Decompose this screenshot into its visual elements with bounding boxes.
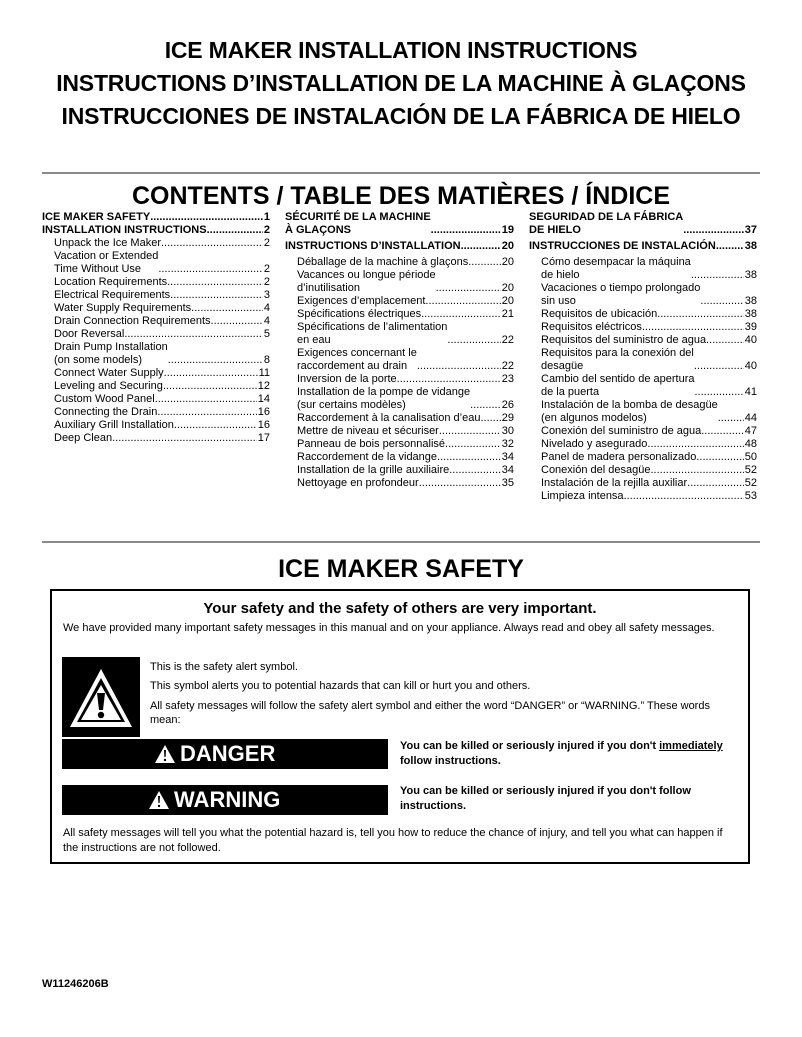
toc-entry-label: Location Requirements (54, 276, 168, 288)
toc-entry-label: Déballage de la machine à glaçons (297, 256, 469, 268)
danger-sign (62, 739, 388, 769)
toc-entry (285, 451, 514, 464)
toc-leader-dots (657, 308, 744, 321)
toc-entry-page: 26 (501, 399, 514, 411)
toc-entry (42, 302, 270, 315)
toc-leader-dots (211, 315, 263, 328)
toc-entry (529, 451, 757, 464)
toc-entry-page: 5 (263, 328, 270, 340)
toc-entry (529, 438, 757, 451)
toc-entry-page: 41 (744, 386, 757, 398)
warning-label: WARNING (174, 787, 281, 812)
warning-description: You can be killed or seriously injured if you don't follow instructions. (400, 785, 691, 812)
toc-entry-page: 16 (257, 406, 270, 418)
toc-entry-label: Installation de la pompe de vidange (sur certains modèles) (297, 386, 471, 411)
toc-entry (285, 347, 514, 373)
toc-entry-label: Raccordement à la canalisation d’eau (297, 412, 481, 424)
toc-entry (285, 256, 514, 269)
toc-entry-page: 20 (501, 295, 514, 307)
toc-entry-label: Electrical Requirements (54, 289, 171, 301)
toc-entry-page: 3 (263, 289, 270, 301)
toc-entry-label: INSTALLATION INSTRUCTIONS (42, 224, 207, 236)
toc-entry-page: 34 (501, 464, 514, 476)
toc-leader-dots (150, 211, 263, 224)
toc-entry (285, 438, 514, 451)
toc-leader-dots (417, 360, 501, 373)
toc-entry (42, 367, 270, 380)
toc-entry (285, 240, 514, 253)
toc-leader-dots (155, 393, 257, 406)
toc-entry-page: 50 (744, 451, 757, 463)
toc-leader-dots (694, 386, 743, 399)
toc-leader-dots (470, 399, 501, 412)
toc-entry-label: Limpieza intensa (541, 490, 624, 502)
toc-leader-dots (174, 419, 257, 432)
title-fr: INSTRUCTIONS D’INSTALLATION DE LA MACHINE À GLAÇONS (56, 70, 746, 96)
toc-entry (285, 373, 514, 386)
warning-sign (62, 785, 388, 815)
toc-entry (42, 315, 270, 328)
toc-entry (529, 373, 757, 399)
toc-entry (42, 393, 270, 406)
toc-leader-dots (700, 295, 743, 308)
toc-entry-label: Panel de madera personalizado (541, 451, 697, 463)
toc-entry-label: ICE MAKER SAFETY (42, 211, 151, 223)
toc-entry-page: 19 (501, 224, 514, 236)
toc-entry-label: Requisitos eléctricos (541, 321, 642, 333)
document-number: W11246206B (42, 978, 109, 990)
toc-leader-dots (718, 412, 744, 425)
toc-entry-label: Leveling and Securing (54, 380, 163, 392)
danger-description: You can be killed or seriously injured if you don't immediately follow instructions. (400, 740, 723, 767)
toc-entry-page: 20 (501, 282, 514, 294)
toc-entry-page: 37 (744, 224, 757, 236)
toc-entry-page: 2 (263, 224, 270, 236)
toc-entry-label: Conexión del desagüe (541, 464, 651, 476)
safety-alert-triangle-icon (62, 657, 140, 737)
toc-entry-label: Connecting the Drain (54, 406, 158, 418)
toc-leader-dots (425, 295, 500, 308)
toc-entry-page: 47 (744, 425, 757, 437)
toc-entry-label: Drain Connection Requirements (54, 315, 211, 327)
toc-entry-label: Custom Wood Panel (54, 393, 155, 405)
toc-entry-label: Spécifications électriques (297, 308, 422, 320)
toc-entry-label: INSTRUCTIONS D’INSTALLATION (285, 240, 461, 252)
toc-entry-page: 52 (744, 477, 757, 489)
toc-leader-dots (439, 425, 501, 438)
toc-entry-label: Panneau de bois personnalisé (297, 438, 446, 450)
toc-entry-page: 52 (744, 464, 757, 476)
toc-leader-dots (480, 412, 500, 425)
toc-entry (285, 211, 514, 237)
toc-entry-label: Raccordement de la vidange (297, 451, 438, 463)
toc-leader-dots (397, 373, 501, 386)
toc-entry (529, 282, 757, 308)
toc-entry-label: Installation de la grille auxiliaire (297, 464, 450, 476)
toc-leader-dots (436, 282, 501, 295)
toc-entry-page: 38 (744, 295, 757, 307)
safety-box (50, 589, 750, 864)
toc-entry (285, 308, 514, 321)
toc-entry-page: 2 (263, 263, 270, 275)
toc-entry-label: Instalación de la bomba de desagüe (en algunos modelos) (541, 399, 718, 424)
toc-leader-dots (170, 289, 263, 302)
toc-leader-dots (161, 237, 263, 250)
toc-entry-page: 38 (744, 308, 757, 320)
toc-entry-label: SÉCURITÉ DE LA MACHINE À GLAÇONS (285, 211, 431, 236)
toc-entry-label: Inversion de la porte (297, 373, 397, 385)
toc-leader-dots (468, 256, 501, 269)
toc-entry (285, 386, 514, 412)
toc-leader-dots (207, 224, 263, 237)
symbol-text-3: All safety messages will follow the safety alert symbol and either the word “DANGER” or “WARNING.” These words mean: (150, 700, 710, 726)
toc-entry (285, 269, 514, 295)
toc-entry (285, 295, 514, 308)
toc-french (285, 211, 514, 490)
toc-entry (529, 425, 757, 438)
toc-entry (42, 289, 270, 302)
toc-entry-label: Connect Water Supply (54, 367, 164, 379)
safety-box-heading: Your safety and the safety of others are very important. (203, 600, 597, 617)
toc-entry-label: Vacances ou longue période d’inutilisation (297, 269, 436, 294)
toc-entry (42, 211, 270, 224)
toc-entry-page: 21 (501, 308, 514, 320)
toc-entry-page: 8 (263, 354, 270, 366)
toc-entry-page: 20 (501, 256, 514, 268)
toc-entry-label: Auxiliary Grill Installation (54, 419, 174, 431)
toc-entry-page: 38 (744, 240, 757, 252)
toc-leader-dots (112, 432, 257, 445)
toc-leader-dots (461, 240, 501, 253)
toc-entry-label: Unpack the Ice Maker (54, 237, 161, 249)
toc-entry-page: 17 (257, 432, 270, 444)
toc-leader-dots (624, 490, 744, 503)
toc-leader-dots (445, 438, 501, 451)
toc-leader-dots (694, 360, 744, 373)
toc-leader-dots (647, 438, 743, 451)
toc-entry (529, 399, 757, 425)
toc-entry (42, 341, 270, 367)
toc-entry-label: Exigences concernant le raccordement au drain (297, 347, 417, 372)
toc-leader-dots (687, 477, 744, 490)
safety-footer: All safety messages will tell you what the potential hazard is, tell you how to reduce the chance of injury, and tell you what can happen if the instructions are not followed. (63, 827, 723, 854)
toc-leader-dots (431, 224, 501, 237)
toc-entry-label: Requisitos para la conexión del desagüe (541, 347, 694, 372)
toc-entry-page: 14 (257, 393, 270, 405)
danger-label: DANGER (180, 741, 276, 766)
toc-leader-dots (158, 263, 263, 276)
toc-spanish (529, 211, 757, 503)
divider-top (42, 172, 760, 174)
toc-entry-page: 53 (744, 490, 757, 502)
toc-leader-dots (691, 269, 744, 282)
safety-heading: ICE MAKER SAFETY (278, 555, 524, 583)
toc-entry-label: SEGURIDAD DE LA FÁBRICA DE HIELO (529, 211, 684, 236)
toc-entry-page: 40 (744, 334, 757, 346)
toc-entry-page: 4 (263, 302, 270, 314)
toc-leader-dots (157, 406, 256, 419)
toc-entry-label: Vacaciones o tiempo prolongado sin uso (541, 282, 701, 307)
toc-entry (42, 237, 270, 250)
toc-leader-dots (419, 477, 501, 490)
toc-entry-page: 11 (258, 367, 270, 379)
toc-entry-label: INSTRUCCIONES DE INSTALACIÓN (529, 240, 716, 252)
toc-leader-dots (167, 276, 263, 289)
toc-entry (529, 464, 757, 477)
toc-entry (285, 425, 514, 438)
danger-alert-icon (154, 744, 176, 764)
toc-entry-label: Cómo desempacar la máquina de hielo (541, 256, 691, 281)
toc-entry-page: 40 (744, 360, 757, 372)
toc-english (42, 211, 270, 445)
toc-entry (529, 477, 757, 490)
toc-entry-page: 23 (501, 373, 514, 385)
toc-entry (529, 334, 757, 347)
toc-leader-dots (716, 240, 744, 253)
toc-entry (42, 419, 270, 432)
toc-entry-page: 22 (501, 334, 514, 346)
toc-entry-page: 2 (263, 237, 270, 249)
toc-entry (529, 308, 757, 321)
symbol-text-2: This symbol alerts you to potential hazards that can kill or hurt you and others. (150, 680, 531, 692)
toc-leader-dots (701, 425, 744, 438)
toc-entry-label: Vacation or Extended Time Without Use (54, 250, 159, 275)
toc-leader-dots (650, 464, 743, 477)
symbol-text-1: This is the safety alert symbol. (150, 661, 298, 673)
toc-entry-label: Nivelado y asegurado (541, 438, 648, 450)
toc-entry (529, 256, 757, 282)
toc-entry (285, 477, 514, 490)
title-block (0, 34, 802, 133)
toc-entry-label: Instalación de la rejilla auxiliar (541, 477, 688, 489)
toc-entry-page: 4 (263, 315, 270, 327)
toc-entry (42, 276, 270, 289)
toc-entry (529, 211, 757, 237)
contents-heading: CONTENTS / TABLE DES MATIÈRES / ÍNDICE (132, 182, 670, 210)
toc-entry-page: 12 (257, 380, 270, 392)
toc-leader-dots (447, 334, 500, 347)
toc-leader-dots (683, 224, 744, 237)
toc-entry-label: Cambio del sentido de apertura de la puerta (541, 373, 695, 398)
toc-leader-dots (191, 302, 263, 315)
toc-entry-label: Door Reversal (54, 328, 125, 340)
toc-entry-page: 44 (744, 412, 757, 424)
toc-entry-page: 16 (257, 419, 270, 431)
toc-entry (285, 321, 514, 347)
toc-entry (529, 490, 757, 503)
toc-entry-page: 2 (263, 276, 270, 288)
toc-entry-label: Nettoyage en profondeur (297, 477, 419, 489)
toc-entry-page: 30 (501, 425, 514, 437)
toc-leader-dots (124, 328, 263, 341)
toc-entry-page: 32 (501, 438, 514, 450)
toc-entry-page: 29 (501, 412, 514, 424)
title-en: ICE MAKER INSTALLATION INSTRUCTIONS (164, 37, 638, 63)
toc-entry-label: Drain Pump Installation (on some models) (54, 341, 168, 366)
title-es: INSTRUCCIONES DE INSTALACIÓN DE LA FÁBRICA DE HIELO (61, 103, 741, 129)
toc-leader-dots (421, 308, 501, 321)
toc-entry-page: 34 (501, 451, 514, 463)
toc-entry-label: Requisitos del suministro de agua (541, 334, 707, 346)
toc-entry-label: Mettre de niveau et sécuriser (297, 425, 439, 437)
warning-alert-icon (148, 790, 170, 810)
toc-leader-dots (168, 354, 263, 367)
toc-leader-dots (642, 321, 744, 334)
toc-entry-label: Spécifications de l’alimentation en eau (297, 321, 448, 346)
toc-entry-label: Water Supply Requirements (54, 302, 192, 314)
toc-entry (529, 240, 757, 253)
toc-entry (42, 224, 270, 237)
toc-entry (42, 380, 270, 393)
toc-entry-page: 39 (744, 321, 757, 333)
toc-entry-page: 38 (744, 269, 757, 281)
toc-entry (285, 464, 514, 477)
toc-leader-dots (437, 451, 501, 464)
toc-leader-dots (696, 451, 743, 464)
toc-entry-label: Exigences d’emplacement (297, 295, 426, 307)
toc-leader-dots (449, 464, 501, 477)
toc-entry (285, 412, 514, 425)
toc-entry (529, 321, 757, 334)
toc-entry-page: 22 (501, 360, 514, 372)
toc-entry-page: 48 (744, 438, 757, 450)
toc-leader-dots (706, 334, 744, 347)
toc-entry-label: Deep Clean (54, 432, 113, 444)
toc-entry-page: 20 (501, 240, 514, 252)
safety-intro: We have provided many important safety messages in this manual and on your appliance. Always read and obey all safety messages. (63, 622, 715, 634)
toc-entry (529, 347, 757, 373)
toc-entry-label: Requisitos de ubicación (541, 308, 658, 320)
toc-leader-dots (163, 380, 257, 393)
toc-entry-label: Conexión del suministro de agua (541, 425, 702, 437)
toc-entry (42, 250, 270, 276)
toc-leader-dots (164, 367, 258, 380)
toc-entry-page: 35 (501, 477, 514, 489)
toc-entry (42, 406, 270, 419)
divider-middle (42, 541, 760, 543)
toc-entry (42, 432, 270, 445)
toc-entry (42, 328, 270, 341)
toc-entry-page: 1 (263, 211, 270, 223)
